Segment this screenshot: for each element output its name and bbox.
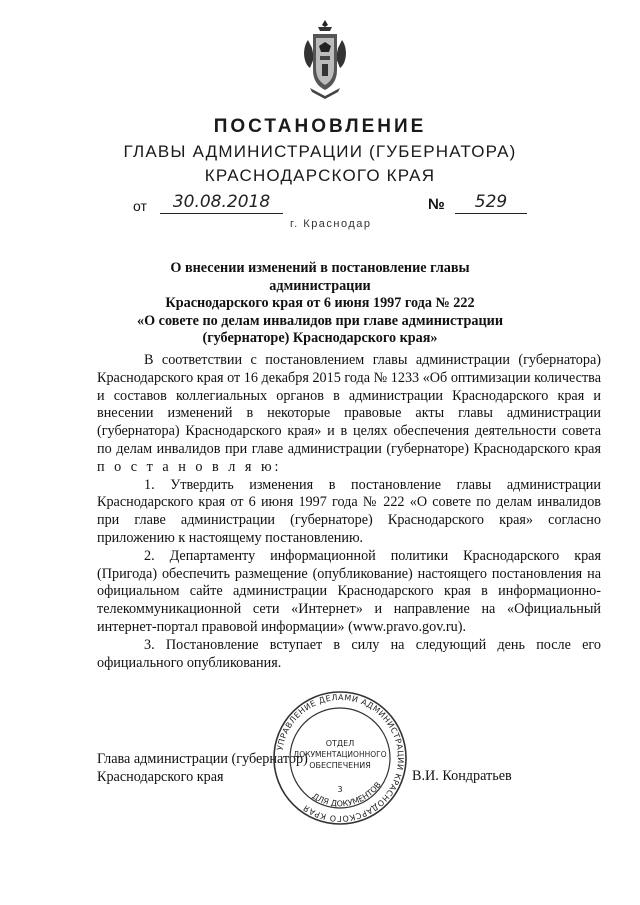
document-body bbox=[97, 352, 601, 672]
stamp-inner-line: ОТДЕЛ bbox=[325, 739, 355, 748]
title-line: «О совете по делам инвалидов при главе администрации bbox=[137, 312, 503, 329]
issuer-heading: ГЛАВЫ АДМИНИСТРАЦИИ (ГУБЕРНАТОРА) bbox=[123, 142, 517, 161]
stamp-number: 3 bbox=[337, 785, 343, 794]
position-line: Краснодарского края bbox=[97, 769, 224, 785]
body-paragraph-3: 3. Постановление вступает в силу на следующий день после его официального опубликования. bbox=[97, 636, 601, 671]
resolve-keyword: п о с т а н о в л я ю: bbox=[97, 458, 282, 475]
date-value: 30.08.2018 bbox=[160, 192, 283, 214]
document-type-heading: ПОСТАНОВЛЕНИЕ bbox=[213, 116, 427, 137]
title-line: Краснодарского края от 6 июня 1997 года № 222 bbox=[165, 295, 475, 311]
city-label: г. Краснодар bbox=[290, 218, 372, 230]
document-title bbox=[120, 260, 520, 348]
body-paragraph-preamble bbox=[97, 352, 601, 477]
number-label: № bbox=[428, 196, 445, 213]
body-paragraph-2: 2. Департаменту информационной политики Краснодарского края (Пригода) обеспечить размещение (опубликование) настоящего постановления на официальном сайте администрации Краснодарского края в информационно-телекоммуникационной сети «Интернет» и направление на «Официальный интернет-портал правовой информации» (www.pravo.gov.ru). bbox=[97, 547, 601, 635]
region-heading: КРАСНОДАРСКОГО КРАЯ bbox=[204, 166, 436, 185]
title-line: (губернаторе) Краснодарского края» bbox=[202, 330, 438, 346]
official-stamp bbox=[270, 688, 410, 828]
coat-of-arms-emblem bbox=[300, 18, 350, 100]
title-line: О внесении изменений в постановление главы администрации bbox=[170, 260, 470, 294]
preamble-text: В соответствии с постановлением главы администрации (губернатора) Краснодарского края от 16 декабря 2015 года № 1233 «Об оптимизации количества и составов коллегиальных органов в администрации Краснодарского края и внесении изменений в некоторые правовые акты главы администрации (губернатора) Краснодарского края» и в целях обеспечения деятельности совета по делам инвалидов при главе администрации (губернаторе) Краснодарского края bbox=[97, 352, 601, 457]
stamp-bottom-text: ДЛЯ ДОКУМЕНТОВ bbox=[310, 780, 383, 809]
body-paragraph-1: 1. Утвердить изменения в постановление главы администрации Краснодарского края от 6 июня 1997 года № 222 «О совете по делам инвалидов при главе администрации (губернаторе) Краснодарского края» согласно приложению к настоящему постановлению. bbox=[97, 476, 601, 546]
date-label: от bbox=[133, 198, 147, 214]
stamp-inner-line: ДОКУМЕНТАЦИОННОГО bbox=[293, 750, 387, 759]
signatory-name: В.И. Кондратьев bbox=[412, 768, 512, 784]
number-value: 529 bbox=[455, 192, 527, 214]
stamp-inner-line: ОБЕСПЕЧЕНИЯ bbox=[309, 761, 371, 770]
position-line: Глава администрации (губернатор) bbox=[97, 751, 308, 767]
stamp-ring-text: УПРАВЛЕНИЕ ДЕЛАМИ АДМИНИСТРАЦИИ КРАСНОДАРСКОГО КРАЯ bbox=[275, 692, 406, 824]
